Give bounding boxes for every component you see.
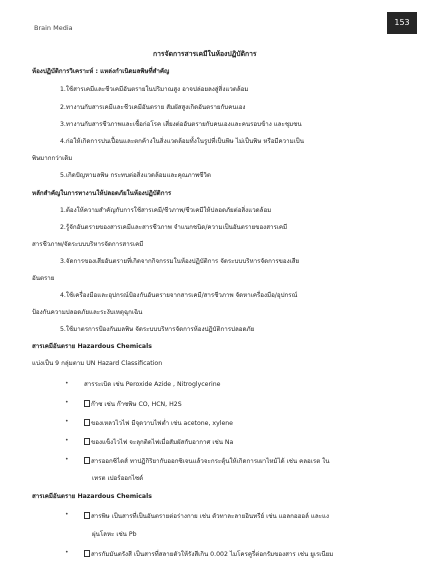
list-item (84, 550, 333, 559)
line-text: แบ่งเป็น 9 กลุ่มตาม UN Hazard Classification (32, 360, 163, 367)
checkbox-glyph-icon (84, 550, 90, 557)
text-line (32, 360, 162, 368)
line-text: 4.ใช้เครื่องมือและอุปกรณ์ป้องกันอันตรายจากสารเคมี/สารชีวภาพ จัดหาเครื่องมือ/อุปกรณ์ (60, 292, 298, 299)
line-text: สารเคมีอันตราย Hazardous Chemicals (32, 343, 152, 350)
list-item (84, 400, 182, 409)
text-line (60, 172, 211, 180)
text-line (92, 475, 143, 483)
line-text: สารชีวภาพ/จัดระบบบริหารจัดการสารเคมี (32, 241, 144, 248)
line-text: ป้องกันความปลอดภัยและระงับเหตุฉุกเฉิน (32, 309, 143, 316)
text-line (60, 326, 254, 334)
brand-label: Brain Media (34, 24, 73, 32)
line-text: สารกัมมันตรังสี เป็นสารที่สลายตัวให้รังสีเกิน 0.002 ไมโครคูรี่ต่อกรัมของสาร เช่น ยูเรเนียม (91, 551, 334, 558)
text-line (32, 309, 142, 317)
line-text: ของแข็งไวไฟ จะลุกติดไฟเมื่อสัมผัสกับอากาศ เช่น Na (91, 439, 234, 446)
checkbox-glyph-icon (84, 438, 90, 445)
line-text: 1.ต้องให้ความสำคัญกับการใช้สารเคมี/ชีวภาพ/ชีวเคมีให้ปลอดภัยต่อสิ่งแวดล้อม (60, 207, 272, 214)
text-line (60, 104, 245, 112)
line-text: 3.จัดการของเสียอันตรายที่เกิดจากกิจกรรมในห้องปฏิบัติการ จัดระบบบริหารจัดการของเสีย (60, 258, 300, 265)
text-line (60, 207, 271, 215)
bullet-icon: • (65, 380, 69, 387)
page-number: 153 (387, 12, 417, 34)
checkbox-glyph-icon (84, 419, 90, 426)
line-text: 5.เกิดปัญหามลพิษ กระทบต่อสิ่งแวดล้อมและคุณภาพชีวิต (60, 172, 211, 179)
bullet-icon: • (65, 418, 69, 425)
line-text: ผุ่นโลหะ เช่น Pb (92, 531, 137, 538)
line-text: สารพิษ เป็นสารที่เป็นอันตรายต่อร่างกาย เช่น ตัวทาละลายอินทรีย์ เช่น แอลกอฮอล์ และแง (91, 513, 329, 520)
text-line (32, 241, 143, 249)
list-item (84, 419, 233, 428)
bullet-icon: • (65, 437, 69, 444)
page-title: การจัดการสารเคมีในห้องปฏิบัติการ (153, 50, 257, 58)
bullet-icon: • (65, 511, 69, 518)
bullet-icon: • (65, 549, 69, 556)
line-text: สารออกซิไดส์ ทาปฏิกิริยากับออกซิเจนแล้วจะกระตุ้นให้เกิดการเผาไหม้ได้ เช่น คลอเรต ใน (91, 458, 330, 465)
checkbox-glyph-icon (84, 512, 90, 519)
text-line (32, 275, 54, 283)
line-text: 3.ทางานกับสารชีวภาพและเชื้อก่อโรค เสี่ยงต่ออันตรายกับคนเองและคนรอบข้าง และชุมชน (60, 121, 302, 128)
section-heading (32, 68, 169, 76)
line-text: พิษมากกว่าเดิม (32, 155, 73, 162)
line-text: อันตราย (32, 275, 55, 282)
text-line (60, 224, 287, 232)
section-heading (32, 343, 152, 351)
text-line (60, 258, 299, 266)
text-line (32, 155, 72, 163)
line-text: เทรต เปอร์ออกไซด์ (92, 475, 144, 482)
line-text: 2.ทางานกับสารเคมีและชีวเคมีอันตราย สัมผัสสูงเกิดอันตรายกับคนเอง (60, 104, 246, 111)
list-item (84, 438, 233, 447)
line-text: สารเคมีอันตราย Hazardous Chemicals (32, 493, 152, 500)
text-line (60, 86, 248, 94)
list-item (84, 512, 329, 521)
list-item (84, 381, 220, 389)
line-text: 4.ก่อให้เกิดการปนเปื้อนและตกค้างในสิ่งแวดล้อมทั้งในรูปที่เป็นพิษ ไม่เป็นพิษ หรือมีความเป็น (60, 138, 304, 145)
line-text: สารระเบิด เช่น Peroxide Azide , Nitroglycerine (84, 381, 221, 388)
section-heading (32, 493, 152, 501)
line-text: หลักสำคัญในการทางานให้ปลอดภัยในห้องปฏิบัติการ (32, 190, 172, 197)
bullet-icon: • (65, 399, 69, 406)
checkbox-glyph-icon (84, 457, 90, 464)
line-text: ห้องปฏิบัติการวิเคราะห์ : แหล่งกำเนิดมลพิษที่สำคัญ (32, 68, 170, 75)
page-header (0, 12, 431, 34)
list-item (84, 457, 329, 466)
checkbox-glyph-icon (84, 400, 90, 407)
line-text: 5.ใช้มาตรการป้องกันมลพิษ จัดระบบบริหารจัดการห้องปฏิบัติการปลอดภัย (60, 326, 255, 333)
section-heading (32, 190, 171, 198)
text-line (60, 138, 304, 146)
line-text: ก๊าซ เช่น ก๊าซพิษ CO, HCN, H2S (91, 401, 182, 408)
line-text: 2.รู้จักอันตรายของสารเคมีและสารชีวภาพ จำแนกชนิด/ความเป็นอันตรายของสารเคมี (60, 224, 288, 231)
bullet-icon: • (65, 456, 69, 463)
text-line (60, 121, 302, 129)
text-line (60, 292, 297, 300)
line-text: ของเหลวไวไฟ มีจุดวาบไฟต่ำ เช่น acetone, xylene (91, 420, 233, 427)
text-line (92, 531, 137, 539)
line-text: 1.ใช้สารเคมีและชีวเคมีอันตรายในปริมาณสูง อาจปล่อยลงสู่สิ่งแวดล้อม (60, 86, 249, 93)
